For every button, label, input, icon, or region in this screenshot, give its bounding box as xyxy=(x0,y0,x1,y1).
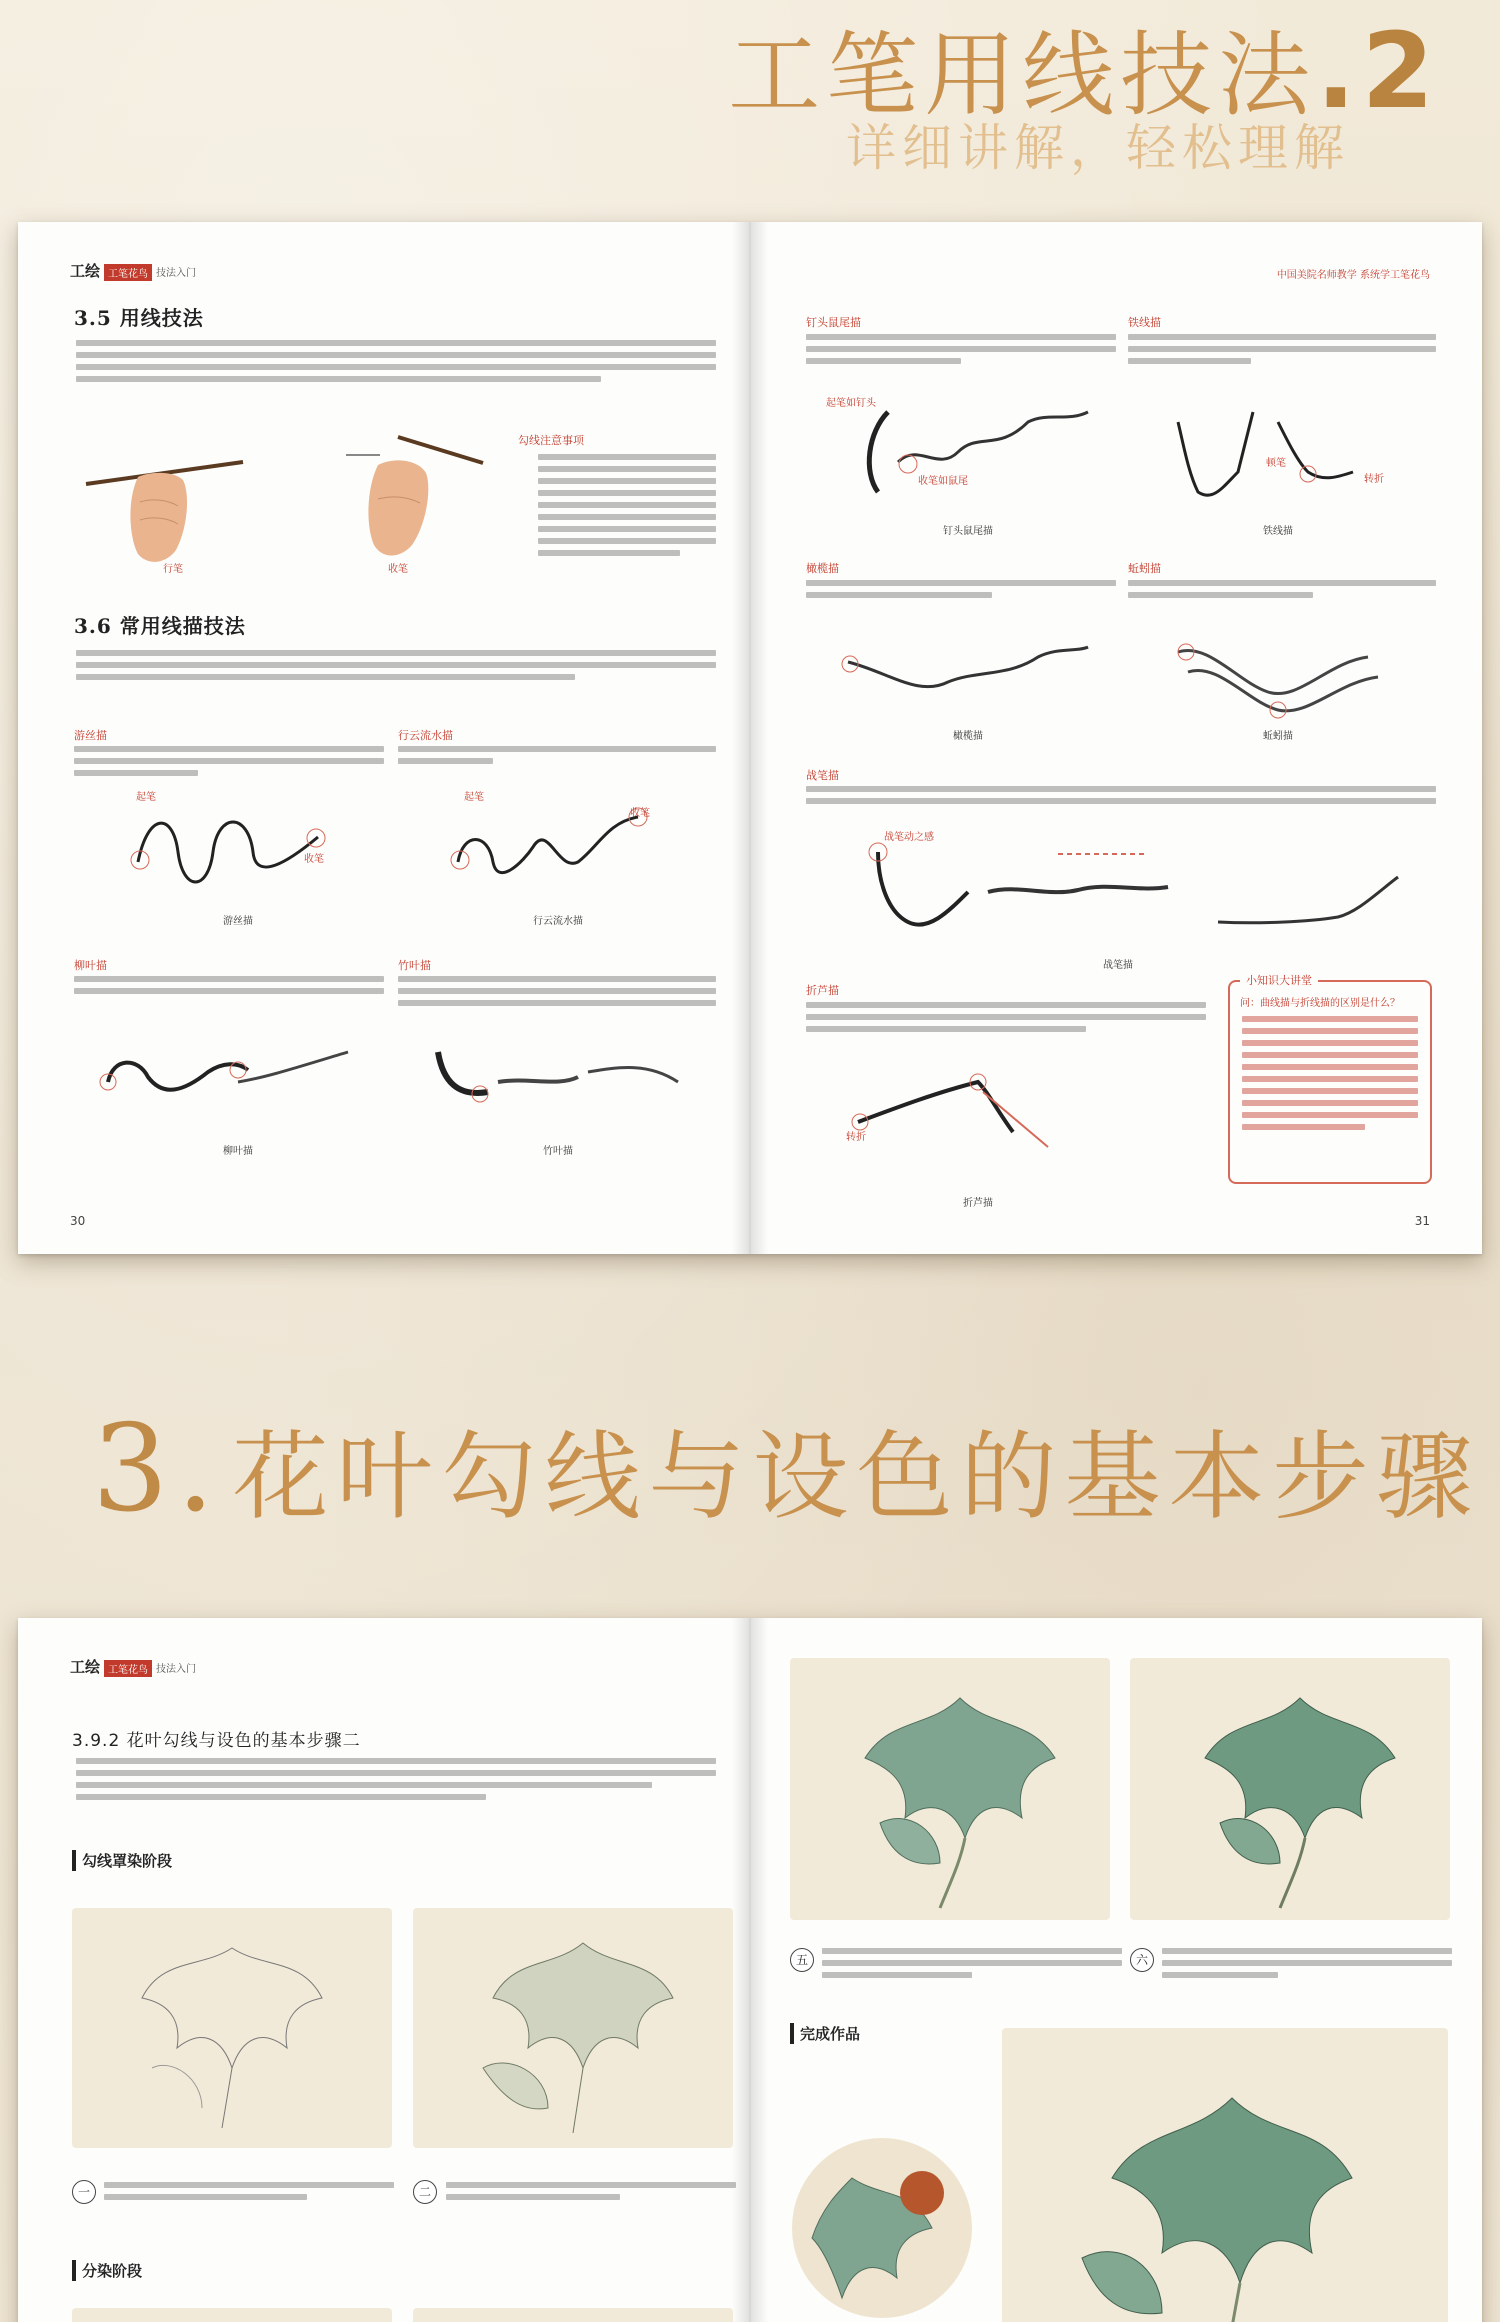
section-3-5-body-text xyxy=(76,340,716,388)
label-qibi-a: 起笔 xyxy=(136,792,156,803)
caption-xingyun: 行云流水描 xyxy=(533,916,583,927)
style-zhuye-text xyxy=(398,976,716,1012)
tiexian-brush-stroke xyxy=(1138,382,1438,522)
style-dingtou-text xyxy=(806,334,1116,370)
header-2-title-text: 花叶勾线与设色的基本步骤 xyxy=(232,1421,1481,1533)
section-3-9-2-body xyxy=(76,1758,716,1806)
step-6-text xyxy=(1162,1948,1452,1984)
style-youxi-label: 游丝描 xyxy=(74,729,107,742)
leaf-detail-circle xyxy=(792,2138,972,2318)
section-title-3-6: 3.6 常用线描技法 xyxy=(74,614,246,638)
leaf-sketch-2 xyxy=(413,1908,733,2148)
style-ganlan-label: 橄榄描 xyxy=(806,562,839,575)
style-liuye-label: 柳叶描 xyxy=(74,959,107,972)
page-header-right: 中国美院名师教学 系统学工笔花鸟 xyxy=(1276,270,1430,281)
section-3-6-body-text xyxy=(76,650,716,686)
stage-title-3: 完成作品 xyxy=(790,2023,860,2044)
finished-leaf-painting xyxy=(1002,2028,1448,2322)
style-zhuye-label: 竹叶描 xyxy=(398,959,431,972)
caption-liuye: 柳叶描 xyxy=(223,1146,253,1157)
zhelu-brush-stroke xyxy=(818,1052,1148,1182)
step-1-text xyxy=(104,2182,394,2206)
caption-youxi: 游丝描 xyxy=(223,916,253,927)
label-qibi-b: 起笔 xyxy=(464,792,484,803)
style-tiexian-label: 铁线描 xyxy=(1128,316,1161,329)
style-zhanbi-label: 战笔描 xyxy=(806,769,839,782)
leaf-stage2-1 xyxy=(72,2308,392,2322)
style-zhelu-text xyxy=(806,1002,1206,1038)
header-2-number: 3. xyxy=(92,1400,223,1539)
style-dingtou-label: 钉头鼠尾描 xyxy=(806,316,861,329)
label-zhuanzhe-a: 转折 xyxy=(1364,474,1384,485)
dingtou-brush-stroke xyxy=(808,392,1118,522)
style-qiuyin-text xyxy=(1128,580,1436,604)
label-zhuanzhe-b: 转折 xyxy=(846,1132,866,1143)
brand-tag: 工笔花鸟 xyxy=(104,264,152,281)
header-1-subtitle: 详细讲解，轻松理解 xyxy=(846,119,1350,177)
xingyun-brush-stroke xyxy=(438,792,698,902)
label-qibi-dingtou: 起笔如钉头 xyxy=(826,398,876,409)
stage-title-1: 勾线罩染阶段 xyxy=(72,1850,172,1871)
qiuyin-brush-stroke xyxy=(1158,622,1438,732)
header-1-number: .2 xyxy=(1316,10,1440,132)
section-title-3-9-2: 3.9.2 花叶勾线与设色的基本步骤二 xyxy=(72,1731,361,1751)
label-shoubi: 收笔 xyxy=(388,564,408,575)
style-xingyun-label: 行云流水描 xyxy=(398,729,453,742)
label-xingbi: 行笔 xyxy=(163,564,183,575)
book-gutter-2 xyxy=(732,1618,768,2322)
leaf-colored-6 xyxy=(1130,1658,1450,1920)
step-2-text xyxy=(446,2182,736,2206)
tips-title: 勾线注意事项 xyxy=(518,434,584,447)
label-dunbi: 顿笔 xyxy=(1266,458,1286,469)
tip-box-body xyxy=(1242,1016,1418,1136)
label-shoubi-shuwei: 收笔如鼠尾 xyxy=(918,476,968,487)
leaf-sketch-1 xyxy=(72,1908,392,2148)
tip-box-title: 小知识大讲堂 xyxy=(1240,972,1318,988)
style-youxi-text xyxy=(74,746,384,782)
stage-title-2: 分染阶段 xyxy=(72,2260,142,2281)
leaf-stage2-2 xyxy=(413,2308,733,2322)
step-5-text xyxy=(822,1948,1122,1984)
ganlan-brush-stroke xyxy=(828,622,1108,732)
step-badge-5: 五 xyxy=(790,1948,814,1972)
book-spread-leaf-steps xyxy=(18,1618,1482,2322)
label-shoubi-b: 收笔 xyxy=(630,808,650,819)
knowledge-tip-box xyxy=(1228,974,1432,1184)
tip-box-question: 问：曲线描与折线描的区别是什么？ xyxy=(1240,998,1400,1009)
page-header-brand-2 xyxy=(70,1656,196,1677)
caption-tiexian: 铁线描 xyxy=(1263,526,1293,537)
style-liuye-text xyxy=(74,976,384,1000)
caption-zhelu: 折芦描 xyxy=(963,1198,993,1209)
book-gutter xyxy=(732,222,768,1254)
zhuye-brush-stroke xyxy=(418,1022,718,1132)
header-2-title xyxy=(92,1400,1481,1539)
label-shoubi-a: 收笔 xyxy=(304,854,324,865)
tips-body-text xyxy=(538,454,716,562)
style-zhanbi-text xyxy=(806,786,1436,810)
style-ganlan-text xyxy=(806,580,1116,604)
brand-sub-2: 技法入门 xyxy=(156,1664,197,1675)
label-zhanbi-dongcuo: 战笔动之感 xyxy=(884,832,934,843)
style-qiuyin-label: 蚯蚓描 xyxy=(1128,562,1161,575)
page-number-left: 30 xyxy=(70,1214,86,1228)
brand-name-2: 工绘 xyxy=(70,1658,101,1676)
brand-sub: 技法入门 xyxy=(156,268,197,279)
caption-zhuye: 竹叶描 xyxy=(543,1146,573,1157)
liuye-brush-stroke xyxy=(88,1022,388,1132)
youxi-brush-stroke xyxy=(118,792,378,902)
style-zhelu-label: 折芦描 xyxy=(806,984,839,997)
caption-dingtou: 钉头鼠尾描 xyxy=(943,526,993,537)
page-header-brand xyxy=(70,260,196,281)
step-badge-6: 六 xyxy=(1130,1948,1154,1972)
hand-holding-brush-illustration-2 xyxy=(308,427,498,577)
step-badge-2: 二 xyxy=(413,2180,437,2204)
caption-ganlan: 橄榄描 xyxy=(953,731,983,742)
leaf-colored-5 xyxy=(790,1658,1110,1920)
brand-tag-2: 工笔花鸟 xyxy=(104,1660,152,1677)
book-spread-line-techniques xyxy=(18,222,1482,1254)
caption-qiuyin: 蚯蚓描 xyxy=(1263,731,1293,742)
style-xingyun-text xyxy=(398,746,716,770)
header-1-title-text: 工笔用线技法 xyxy=(728,22,1317,129)
section-title-3-5: 3.5 用线技法 xyxy=(74,306,204,330)
page-number-right: 31 xyxy=(1414,1214,1430,1228)
step-badge-1: 一 xyxy=(72,2180,96,2204)
caption-zhanbi: 战笔描 xyxy=(1103,960,1133,971)
style-tiexian-text xyxy=(1128,334,1436,370)
brand-name: 工绘 xyxy=(70,262,101,280)
